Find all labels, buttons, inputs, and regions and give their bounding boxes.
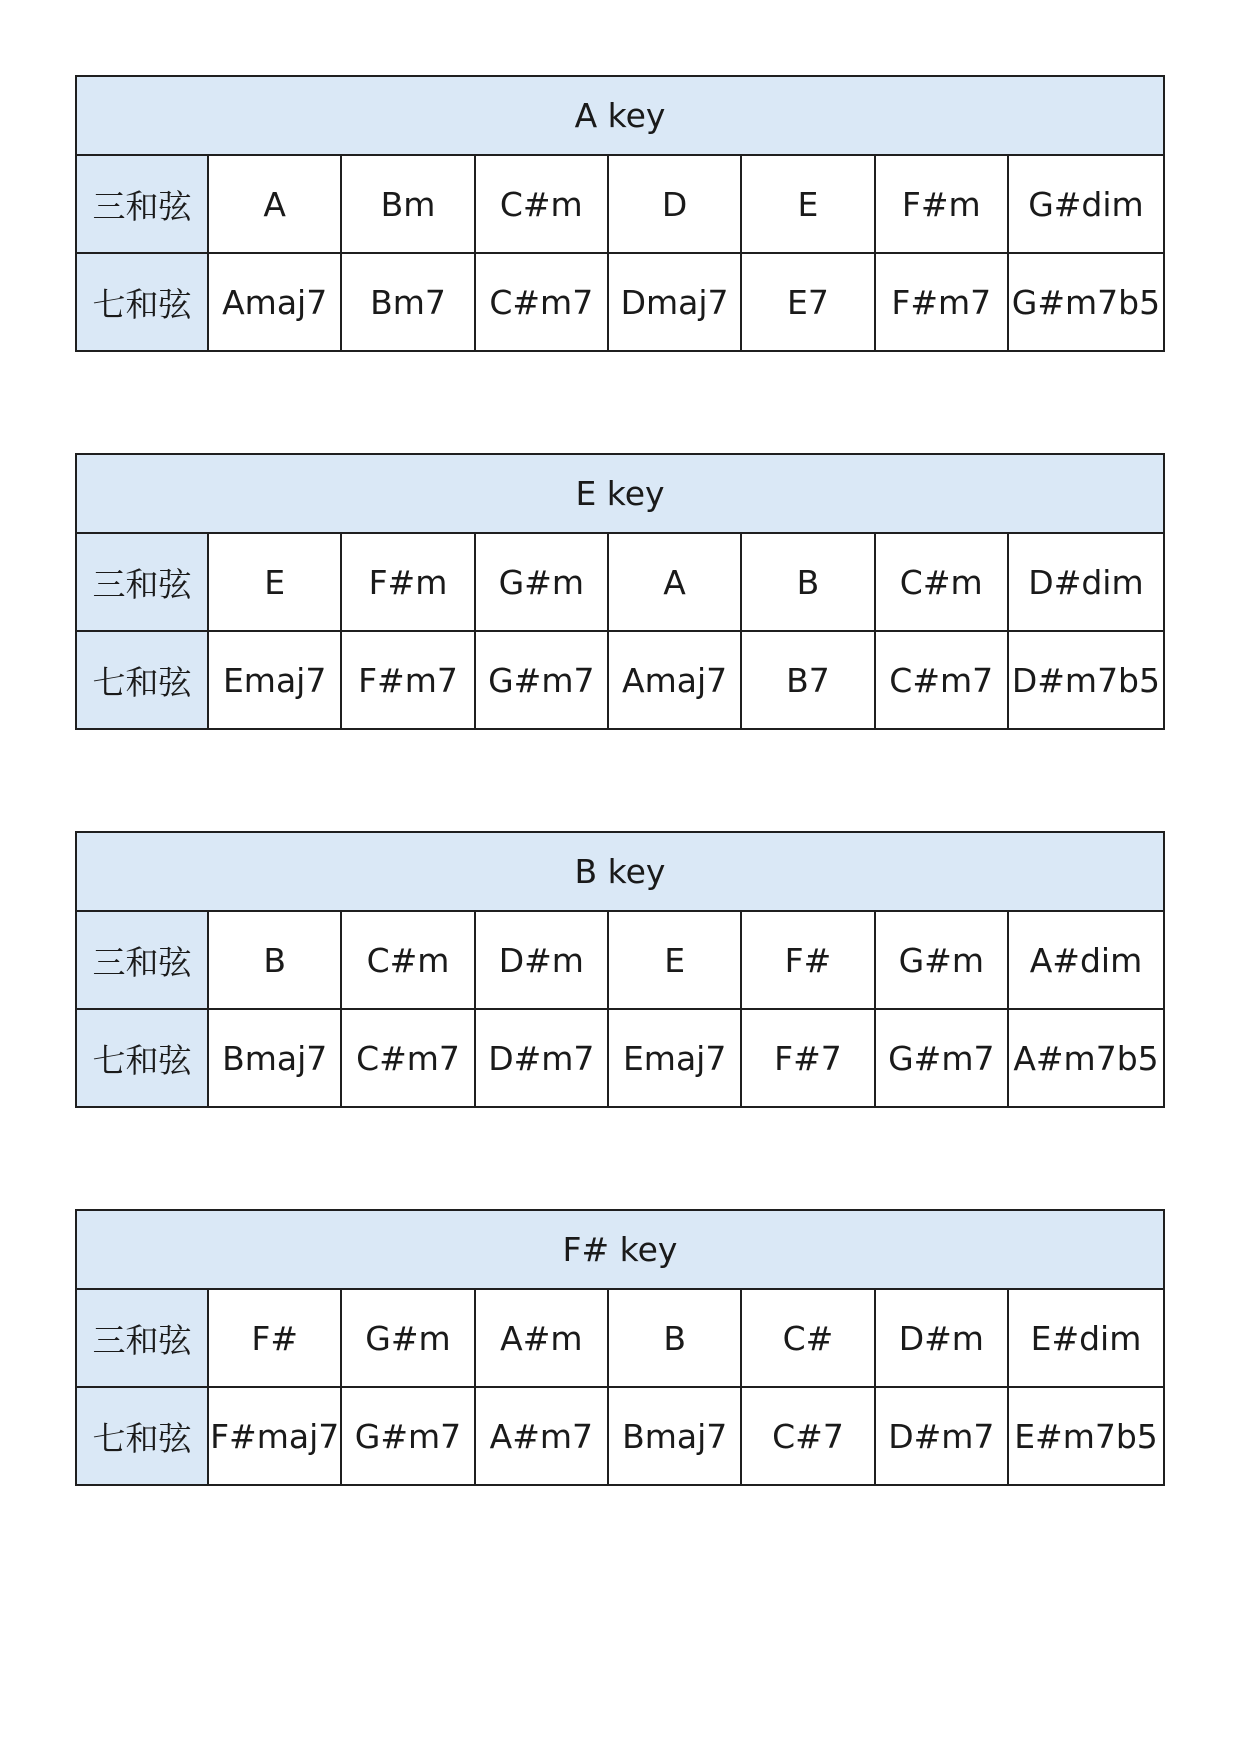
row-label-seventh: 七和弦 xyxy=(76,631,208,729)
row-label-triad: 三和弦 xyxy=(76,155,208,253)
chord-cell: D xyxy=(608,155,741,253)
chord-cell: F#m7 xyxy=(875,253,1008,351)
chord-cell: A xyxy=(608,533,741,631)
table-title: B key xyxy=(76,832,1164,911)
chord-cell: Amaj7 xyxy=(608,631,741,729)
chord-cell: G#m xyxy=(341,1289,474,1387)
chord-cell: E xyxy=(608,911,741,1009)
chord-cell: E xyxy=(741,155,874,253)
chord-cell: Bmaj7 xyxy=(208,1009,341,1107)
triad-row xyxy=(76,155,1164,253)
chord-cell: B7 xyxy=(741,631,874,729)
table-title-row xyxy=(76,76,1164,155)
chord-table-a-key xyxy=(75,75,1165,352)
row-label-seventh: 七和弦 xyxy=(76,1009,208,1107)
chord-cell: G#m7 xyxy=(475,631,608,729)
table-title: E key xyxy=(76,454,1164,533)
chord-cell: G#dim xyxy=(1008,155,1164,253)
chord-cell: A xyxy=(208,155,341,253)
chord-table-e-key xyxy=(75,453,1165,730)
chord-cell: D#m xyxy=(875,1289,1008,1387)
chord-cell: F#m xyxy=(341,533,474,631)
row-label-triad: 三和弦 xyxy=(76,911,208,1009)
chord-cell: Bm7 xyxy=(341,253,474,351)
chord-cell: C#m7 xyxy=(341,1009,474,1107)
chord-cell: C# xyxy=(741,1289,874,1387)
chord-cell: B xyxy=(741,533,874,631)
table-title-row xyxy=(76,454,1164,533)
chord-table-f-sharp-key xyxy=(75,1209,1165,1486)
chord-cell: D#m7 xyxy=(475,1009,608,1107)
chord-cell: F# xyxy=(208,1289,341,1387)
chord-cell: D#m7b5 xyxy=(1008,631,1164,729)
triad-row xyxy=(76,533,1164,631)
chord-cell: G#m xyxy=(875,911,1008,1009)
chord-cell: G#m7b5 xyxy=(1008,253,1164,351)
row-label-triad: 三和弦 xyxy=(76,1289,208,1387)
chord-cell: F# xyxy=(741,911,874,1009)
chord-cell: Amaj7 xyxy=(208,253,341,351)
chord-cell: F#7 xyxy=(741,1009,874,1107)
chord-cell: E#dim xyxy=(1008,1289,1164,1387)
chord-cell: E xyxy=(208,533,341,631)
chord-cell: D#m xyxy=(475,911,608,1009)
chord-cell: Emaj7 xyxy=(608,1009,741,1107)
chord-cell: G#m7 xyxy=(341,1387,474,1485)
table-title-row xyxy=(76,832,1164,911)
chord-cell: A#m7 xyxy=(475,1387,608,1485)
chord-cell: C#7 xyxy=(741,1387,874,1485)
chord-cell: C#m7 xyxy=(475,253,608,351)
seventh-row xyxy=(76,1009,1164,1107)
chord-table-b-key xyxy=(75,831,1165,1108)
table-title: F# key xyxy=(76,1210,1164,1289)
chord-cell: C#m7 xyxy=(875,631,1008,729)
chord-cell: Dmaj7 xyxy=(608,253,741,351)
chord-cell: B xyxy=(608,1289,741,1387)
chord-cell: A#m7b5 xyxy=(1008,1009,1164,1107)
row-label-seventh: 七和弦 xyxy=(76,1387,208,1485)
chord-cell: Bm xyxy=(341,155,474,253)
chord-cell: Bmaj7 xyxy=(608,1387,741,1485)
chord-cell: C#m xyxy=(341,911,474,1009)
chord-cell: F#m7 xyxy=(341,631,474,729)
chord-cell: F#m xyxy=(875,155,1008,253)
seventh-row xyxy=(76,1387,1164,1485)
table-title: A key xyxy=(76,76,1164,155)
chord-cell: B xyxy=(208,911,341,1009)
seventh-row xyxy=(76,631,1164,729)
seventh-row xyxy=(76,253,1164,351)
chord-cell: F#maj7 xyxy=(208,1387,341,1485)
chord-cell: A#m xyxy=(475,1289,608,1387)
chord-cell: Emaj7 xyxy=(208,631,341,729)
chord-cell: D#dim xyxy=(1008,533,1164,631)
chord-cell: A#dim xyxy=(1008,911,1164,1009)
triad-row xyxy=(76,911,1164,1009)
chord-cell: C#m xyxy=(475,155,608,253)
table-title-row xyxy=(76,1210,1164,1289)
chord-cell: G#m xyxy=(475,533,608,631)
chord-cell: D#m7 xyxy=(875,1387,1008,1485)
row-label-seventh: 七和弦 xyxy=(76,253,208,351)
row-label-triad: 三和弦 xyxy=(76,533,208,631)
chord-cell: G#m7 xyxy=(875,1009,1008,1107)
triad-row xyxy=(76,1289,1164,1387)
chord-cell: E#m7b5 xyxy=(1008,1387,1164,1485)
chord-cell: C#m xyxy=(875,533,1008,631)
chord-cell: E7 xyxy=(741,253,874,351)
